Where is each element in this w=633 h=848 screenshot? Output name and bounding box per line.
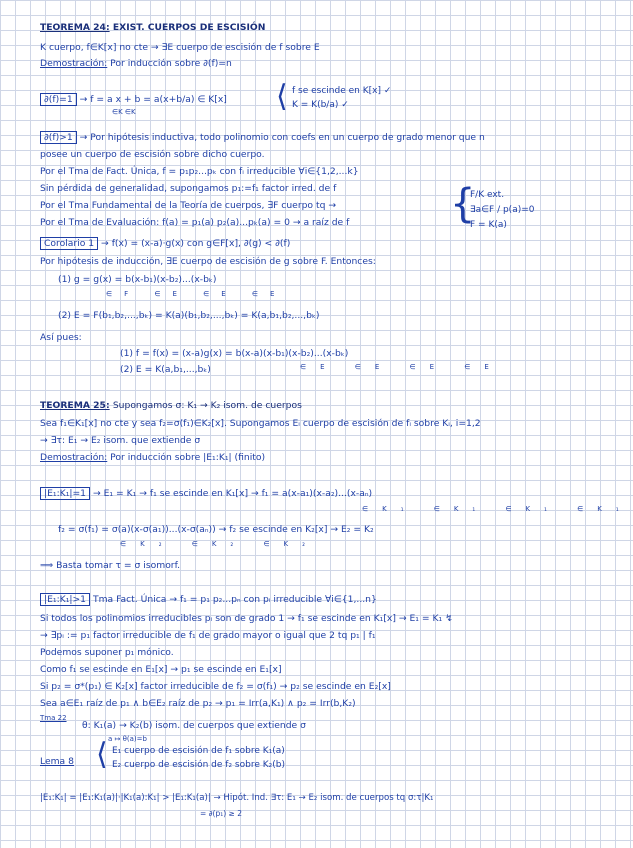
t25-basta: ⟹ Basta tomar τ = σ isomorf. <box>40 560 181 571</box>
t24-eq-1-sub: ∈F ∈E ∈E ∈E <box>106 290 287 298</box>
t25-case2-box: |E₁:K₁|>1 <box>40 593 90 606</box>
t24-corolario-box: Corolario 1 <box>40 237 98 250</box>
t25-f2-line: f₂ = σ(f₁) = σ(a)(x-σ(a₁))...(x-σ(aₙ)) → f₂ se escinde en K₂[x] → E₂ = K₂ <box>58 524 374 535</box>
theorem-24-subtitle: EXIST. CUERPOS DE ESCISIÓN <box>112 22 266 33</box>
t24-demo-label: Demostración: <box>40 58 108 69</box>
t25-demo-line <box>40 452 592 464</box>
t24-case1: ∂(f)=1 → f = a x + b = a(x+b/a) ∈ K[x] <box>40 94 592 106</box>
t25-lema-a: E₁ cuerpo de escisión de f₁ sobre K₁(a) <box>112 746 285 756</box>
t24-corolario-text: f(x) = (x-a)·g(x) con g∈F[x], ∂(g) < ∂(f) <box>111 238 291 249</box>
theorem-25-title: TEOREMA 25: <box>40 400 110 411</box>
t25-line-7: Si p₂ = σ*(p₁) ∈ K₂[x] factor irreducible de f₂ = σ(f₁) → p₂ se escinde en E₂[x] <box>40 681 391 692</box>
t24-case1-box: ∂(f)=1 <box>40 93 77 106</box>
t24-case1-a: f se escinde en K[x] ✓ <box>292 86 392 96</box>
t24-result-1: (1) f = f(x) = (x-a)g(x) = b(x-a)(x-b₁)(x-b₂)...(x-bₖ) <box>120 348 349 359</box>
brace-icon: { <box>450 181 476 227</box>
t25-case2 <box>40 594 592 606</box>
theorem-24-statement: K cuerpo, f∈K[x] no cte → ∃E cuerpo de escisión de f sobre E <box>40 42 320 53</box>
t24-eq-1: (1) g = g(x) = b(x-b₁)(x-b₂)...(x-bₖ) <box>58 274 217 285</box>
t25-case2-text: Tma Fact. Única → f₁ = p₁ p₂...pₙ con pᵢ irreducible ∀i∈{1,...n} <box>92 594 377 605</box>
t24-case2-box: ∂(f)>1 <box>40 131 77 144</box>
t25-lema-label: Lema 8 <box>40 756 74 767</box>
t25-line-3: Si todos los polinomios irreducibles pᵢ son de grado 1 → f₁ se escinde en K₁[x] → E₁ = K₁ ↯ <box>40 613 453 624</box>
t24-demo-text: Por inducción sobre ∂(f)=n <box>110 58 232 69</box>
t25-case1-box: |E₁:K₁|=1 <box>40 487 90 500</box>
t25-case1-text: E₁ = K₁ → f₁ se escinde en K₁[x] → f₁ = a(x-a₁)(x-a₂)...(x-aₙ) <box>103 488 373 499</box>
t24-asi: Así pues: <box>40 332 82 343</box>
t25-line-1: Sea f₁∈K₁[x] no cte y sea f₂=σ(f₁)∈K₂[x]. Supongamos Eᵢ cuerpo de escisión de fᵢ sobre Kᵢ, i=1,2 <box>40 418 481 429</box>
theorem-24-title: TEOREMA 24: <box>40 22 110 33</box>
t24-result-1-sub: ∈E ∈E ∈E ∈E <box>300 363 503 371</box>
t25-case1-sub: ∈K₁ ∈K₁ ∈K₁ ∈K₁ <box>362 505 633 513</box>
t25-tma22: Tma 22 <box>40 714 67 722</box>
t24-line-4: Por el Tma Fundamental de la Teoría de cuerpos, ∃F cuerpo tq → <box>40 200 337 211</box>
t24-cond-a: F/K ext. <box>470 190 505 200</box>
t24-case1-text: f = a x + b = a(x+b/a) ∈ K[x] <box>90 94 227 105</box>
theorem-25-heading <box>40 400 592 412</box>
t25-line-4: → ∃pᵢ := p₁ factor irreducible de f₁ de grado mayor o igual que 2 tq p₁ | f₁ <box>40 630 376 641</box>
t25-line-6: Como f₁ se escinde en E₁[x] → p₁ se escinde en E₁[x] <box>40 664 282 675</box>
t24-line-1: posee un cuerpo de escisión sobre dicho cuerpo. <box>40 149 265 160</box>
t25-lema-line <box>40 756 80 768</box>
t24-demo-line <box>40 58 592 70</box>
t24-cond-b: ∃a∈F / p(a)=0 <box>470 205 535 215</box>
t24-line-5: Por el Tma de Evaluación: f(a) = p₁(a) p₂(a)...pₖ(a) = 0 → a raíz de f <box>40 217 350 228</box>
theorem-24-heading <box>40 22 592 34</box>
t25-demo-text: Por inducción sobre |E₁:K₁| (finito) <box>110 452 266 463</box>
t24-result-2: (2) E = K(a,b₁,...,bₖ) <box>120 364 211 375</box>
t25-lema-b: E₂ cuerpo de escisión de f₂ sobre K₂(b) <box>112 760 285 770</box>
t24-line-2: Por el Tma de Fact. Única, f = p₁p₂...pₖ con fᵢ irreducible ∀i∈{1,2,...k} <box>40 166 359 177</box>
t24-case2: ∂(f)>1 → Por hipótesis inductiva, todo polinomio con coefs en un cuerpo de grado menor que n <box>40 132 592 144</box>
t25-case1: |E₁:K₁|=1 → E₁ = K₁ → f₁ se escinde en K₁[x] → f₁ = a(x-a₁)(x-a₂)...(x-aₙ) <box>40 488 592 500</box>
t24-corolario-line: Corolario 1 → f(x) = (x-a)·g(x) con g∈F[x], ∂(g) < ∂(f) <box>40 238 592 250</box>
t25-line-9-sub: a ↦ θ(a)=b <box>108 735 147 743</box>
t25-line-5: Podemos suponer p₁ mónico. <box>40 647 174 658</box>
t25-line-9: θ: K₁(a) → K₂(b) isom. de cuerpos que extiende σ <box>82 720 306 731</box>
t24-eq-2: (2) E = F(b₁,b₂,...,bₖ) = K(a)(b₁,b₂,...,bₖ) = K(a,b₁,b₂,...,bₖ) <box>58 310 320 321</box>
t25-line-2: → ∃τ: E₁ → E₂ isom. que extiende σ <box>40 435 201 446</box>
t25-line-8: Sea a∈E₁ raíz de p₁ ∧ b∈E₂ raíz de p₂ → p₁ = Irr(a,K₁) ∧ p₂ = Irr(b,K₂) <box>40 698 356 709</box>
brace-icon: ⟨ <box>96 737 108 772</box>
t24-case2-text: Por hipótesis inductiva, todo polinomio con coefs en un cuerpo de grado menor que n <box>90 132 485 143</box>
t24-case1-b: K = K(b/a) ✓ <box>292 100 349 110</box>
theorem-25-subtitle: Supongamos σ: K₁ → K₂ isom. de cuerpos <box>112 400 302 411</box>
t24-line-6: Por hipótesis de inducción, ∃E cuerpo de escisión de g sobre F. Entonces: <box>40 256 376 267</box>
t24-case1-sub: ∈K ∈K <box>112 108 136 116</box>
brace-icon: ⟨ <box>276 79 288 114</box>
t25-demo-label: Demostración: <box>40 452 108 463</box>
t24-line-3: Sin pérdida de generalidad, supongamos p₁:=f₁ factor irred. de f <box>40 183 337 194</box>
t25-last-line: |E₁:K₁| = |E₁:K₁(a)|·|K₁(a):K₁| > |E₁:K₁(a)| → Hipót. Ind. ∃τ: E₁ → E₂ isom. de cuerpos tq σ:τ|K₁ <box>40 793 434 803</box>
t25-last-sub: = ∂(p₁) ≥ 2 <box>200 809 242 818</box>
t25-f2-sub: ∈K₂ ∈K₂ ∈K₂ <box>120 540 319 548</box>
t24-cond-c: F = K(a) <box>470 220 507 230</box>
